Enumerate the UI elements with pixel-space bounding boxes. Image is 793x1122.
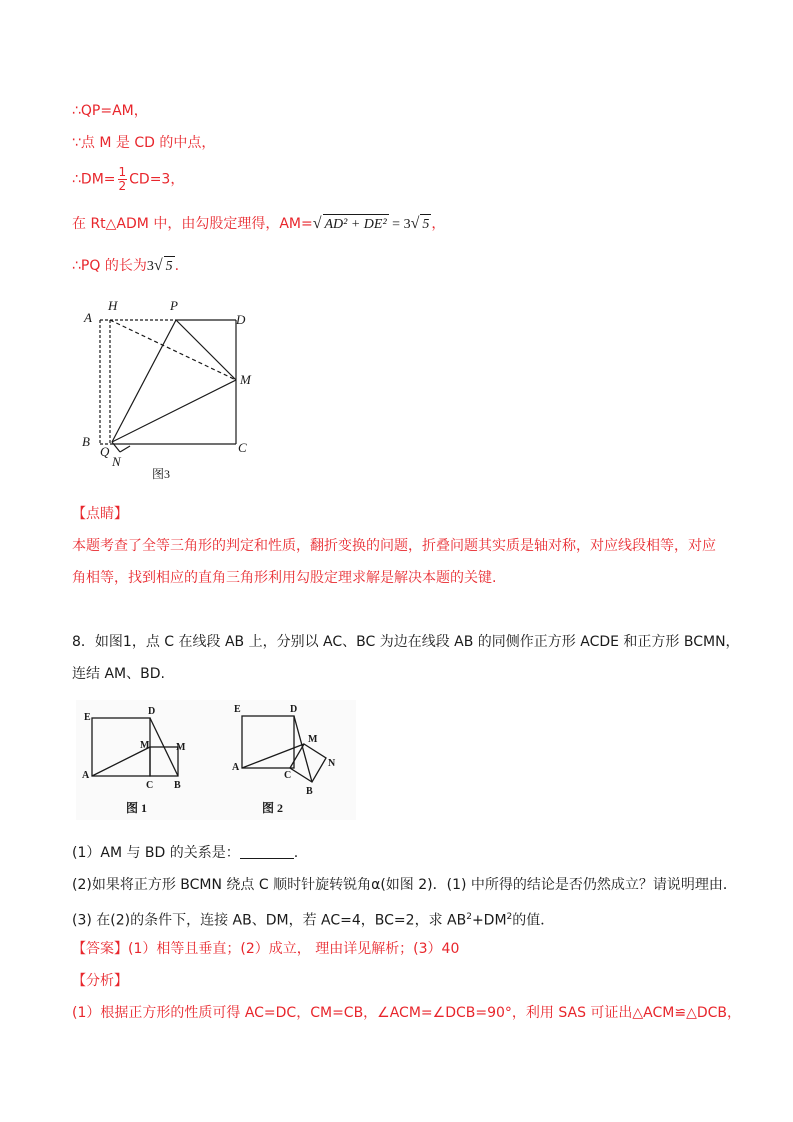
label-b: B [82, 434, 90, 449]
proof-line-4-suffix: ， [431, 216, 446, 232]
fig1-label-m-inner: M [140, 740, 150, 751]
radical-sign-3: √ [153, 257, 163, 274]
question-line-1: 8．如图1，点 C 在线段 AB 上，分别以 AC、BC 为边在线段 AB 的同侧作正方形 ACDE 和正方形 BCMN， [72, 634, 740, 650]
proof-line-5 [72, 256, 179, 277]
fig1-caption: 图 1 [126, 801, 148, 815]
answer-heading: 【答案】 [72, 941, 128, 957]
label-m: M [240, 372, 251, 387]
coef-3: 3 [146, 259, 154, 274]
figures-1-2-diagram [76, 700, 356, 820]
proof-line-5-suffix: . [174, 258, 180, 274]
fig2-label-b: B [306, 786, 313, 797]
proof-line-3 [72, 166, 184, 193]
radical-sign: √ [312, 215, 322, 232]
fig2-caption: 图 2 [262, 801, 284, 815]
fig2-label-e: E [234, 704, 241, 715]
label-p: P [170, 298, 178, 313]
fraction-one-half [118, 166, 128, 193]
answer-line [72, 939, 459, 959]
comment-line-2: 角相等，找到相应的直角三角形利用勾股定理求解是解决本题的关键. [72, 570, 497, 586]
proof-line-4-prefix: 在 Rt△ADM 中，由勾股定理得，AM= [72, 216, 313, 232]
comment-line-1: 本题考查了全等三角形的判定和性质，翻折变换的问题，折叠问题其实质是轴对称，对应线段相等，对应 [72, 538, 716, 554]
analysis-line-1: (1）根据正方形的性质可得 AC=DC，CM=CB，∠ACM=∠DCB=90°，利用 SAS 可证出△ACM≌△DCB， [72, 1005, 742, 1021]
part-1-prefix: (1）AM 与 BD 的关系是： [72, 845, 240, 861]
label-h: H [108, 298, 118, 313]
fraction-numerator: 1 [118, 165, 127, 179]
fig1-label-a: A [82, 770, 90, 781]
question-line-2: 连结 AM、BD. [72, 666, 165, 682]
part-3-suffix: 的值． [512, 912, 555, 929]
sqrt-expression [313, 217, 432, 232]
part-2: (2)如果将正方形 BCMN 绕点 C 顺时针旋转锐角α(如图 2)．(1) 中所得的结论是否仍然成立？请说明理由． [72, 877, 737, 893]
radicand: AD² + DE² [323, 214, 389, 235]
label-a: A [84, 310, 92, 325]
segment-am [110, 320, 236, 380]
proof-line-1: ∴QP=AM， [72, 103, 148, 119]
part-1-suffix: . [293, 845, 299, 861]
fig1-label-m: M [176, 742, 186, 753]
proof-line-2: ∵点 M 是 CD 的中点， [72, 135, 216, 151]
answer-text: (1）相等且垂直；(2）成立， 理由详见解析；(3）40 [128, 941, 460, 957]
part-3-prefix: (3) 在(2)的条件下，连接 AB、DM，若 AC=4，BC=2，求 AB [72, 912, 467, 929]
part-3-sup-1: 2 [466, 912, 472, 922]
label-n: N [112, 454, 121, 469]
segment-qm [112, 380, 236, 442]
proof-line-5-prefix: ∴PQ 的长为 [72, 258, 147, 274]
figure-3-caption: 图3 [152, 467, 171, 481]
part-3-sup-2: 2 [506, 912, 513, 922]
label-q: Q [100, 444, 110, 459]
comment-heading: 【点睛】 [72, 506, 128, 522]
segment-pm [176, 320, 236, 380]
fig2-label-d: D [290, 704, 298, 715]
segment-pq [112, 320, 176, 442]
fig1-label-c: C [146, 780, 154, 791]
radical-sign-2: √ [410, 215, 420, 232]
fig2-label-n: N [328, 758, 336, 769]
part-3-mid: +DM [471, 912, 507, 929]
fig1-label-b: B [174, 780, 181, 791]
fig2-label-a: A [232, 762, 240, 773]
radicand-5: 5 [420, 214, 431, 235]
label-d: D [236, 312, 246, 327]
proof-line-3-prefix: ∴DM= [72, 171, 116, 188]
part-3 [72, 907, 554, 931]
pq-value [147, 259, 175, 274]
fraction-denominator: 2 [118, 179, 127, 193]
label-c: C [238, 440, 247, 455]
fig2-label-m: M [308, 734, 318, 745]
proof-line-4 [72, 214, 445, 235]
part-1 [72, 843, 298, 863]
figure-3-diagram [70, 296, 270, 486]
answer-blank [240, 844, 294, 859]
radicand-5b: 5 [164, 256, 175, 277]
fig2-label-c: C [284, 770, 292, 781]
proof-line-3-suffix: CD=3， [129, 171, 185, 188]
fig1-label-d: D [148, 706, 156, 717]
equals-3: = 3 [392, 217, 411, 232]
segment-n-tick [120, 446, 130, 452]
fig1-label-e: E [84, 712, 91, 723]
analysis-heading: 【分析】 [72, 973, 128, 989]
